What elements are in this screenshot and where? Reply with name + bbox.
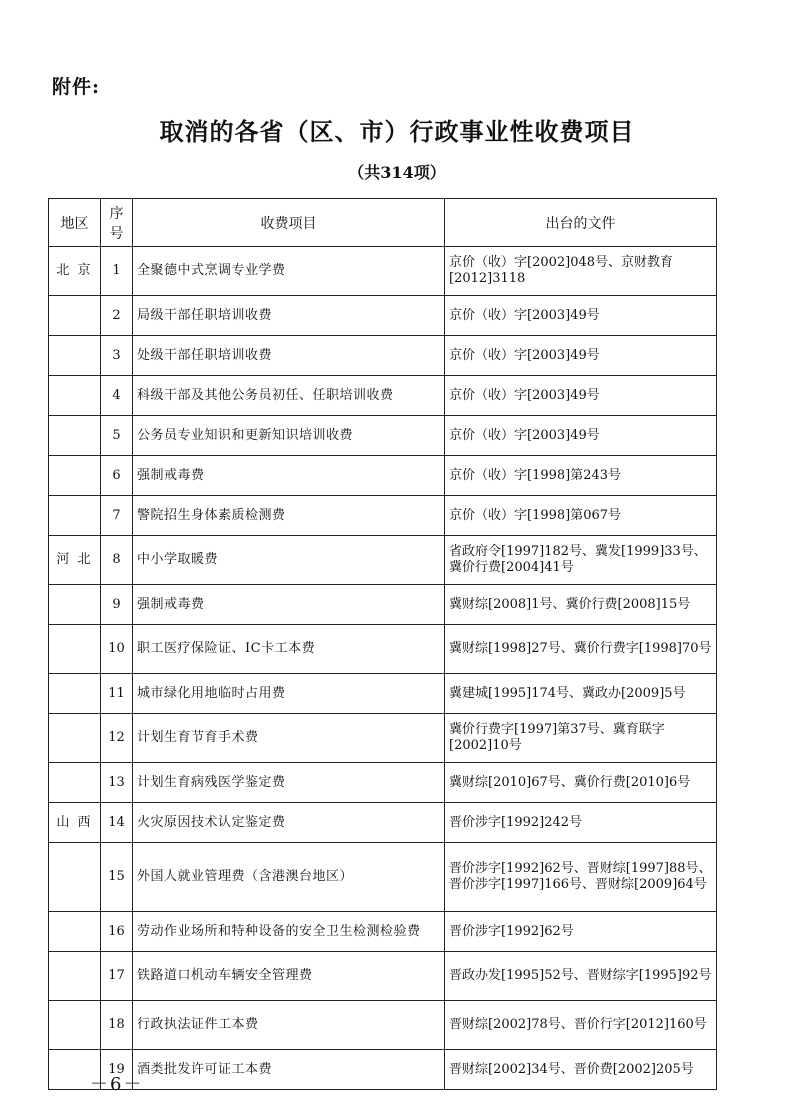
table-row (49, 416, 717, 456)
cell-document: 冀财综[1998]27号、冀价行费字[1998]70号 (445, 625, 717, 674)
cell-region (49, 625, 101, 674)
cell-document: 晋政办发[1995]52号、晋财综字[1995]92号 (445, 952, 717, 1001)
cell-document: 晋价涉字[1992]62号 (445, 912, 717, 952)
cell-region (49, 336, 101, 376)
cell-region (49, 376, 101, 416)
table-row (49, 1001, 717, 1050)
cell-region (49, 674, 101, 714)
table-header-row (49, 199, 717, 247)
cell-index: 5 (101, 416, 133, 456)
cell-region: 河 北 (49, 536, 101, 585)
table-row (49, 843, 717, 912)
cell-fee-item: 外国人就业管理费（含港澳台地区） (133, 843, 445, 912)
table-body (49, 247, 717, 1090)
cell-document: 晋财综[2002]78号、晋价行字[2012]160号 (445, 1001, 717, 1050)
header-region: 地区 (49, 199, 101, 247)
cell-fee-item: 强制戒毒费 (133, 585, 445, 625)
cell-fee-item: 劳动作业场所和特种设备的安全卫生检测检验费 (133, 912, 445, 952)
cell-index: 7 (101, 496, 133, 536)
table-row (49, 376, 717, 416)
cell-fee-item: 局级干部任职培训收费 (133, 296, 445, 336)
cell-index: 16 (101, 912, 133, 952)
cell-region (49, 296, 101, 336)
cell-document: 冀财综[2010]67号、冀价行费[2010]6号 (445, 763, 717, 803)
cell-fee-item: 铁路道口机动车辆安全管理费 (133, 952, 445, 1001)
table-row (49, 625, 717, 674)
cell-document: 冀建城[1995]174号、冀政办[2009]5号 (445, 674, 717, 714)
cell-index: 1 (101, 247, 133, 296)
cell-fee-item: 警院招生身体素质检测费 (133, 496, 445, 536)
table-row (49, 536, 717, 585)
cell-region: 北 京 (49, 247, 101, 296)
cell-document: 京价（收）字[1998]第243号 (445, 456, 717, 496)
cell-region (49, 456, 101, 496)
cell-fee-item: 火灾原因技术认定鉴定费 (133, 803, 445, 843)
cell-index: 17 (101, 952, 133, 1001)
cell-fee-item: 处级干部任职培训收费 (133, 336, 445, 376)
cell-document: 省政府令[1997]182号、冀发[1999]33号、冀价行费[2004]41号 (445, 536, 717, 585)
cell-document: 京价（收）字[2003]49号 (445, 376, 717, 416)
table-row (49, 912, 717, 952)
cell-region (49, 763, 101, 803)
cell-fee-item: 行政执法证件工本费 (133, 1001, 445, 1050)
cell-fee-item: 计划生育节育手术费 (133, 714, 445, 763)
cell-index: 9 (101, 585, 133, 625)
attachment-label: 附件: (52, 76, 101, 98)
cell-region (49, 843, 101, 912)
page-title: 取消的各省（区、市）行政事业性收费项目 (159, 117, 635, 146)
cell-document: 晋财综[2002]34号、晋价费[2002]205号 (445, 1050, 717, 1090)
table-row (49, 1050, 717, 1090)
cell-region: 山 西 (49, 803, 101, 843)
cell-index: 15 (101, 843, 133, 912)
cell-fee-item: 中小学取暖费 (133, 536, 445, 585)
cell-document: 京价（收）字[2003]49号 (445, 296, 717, 336)
table-row (49, 585, 717, 625)
cell-region (49, 952, 101, 1001)
header-document: 出台的文件 (445, 199, 717, 247)
cell-fee-item: 职工医疗保险证、IC卡工本费 (133, 625, 445, 674)
table-row (49, 456, 717, 496)
cell-fee-item: 城市绿化用地临时占用费 (133, 674, 445, 714)
cell-document: 京价（收）字[2003]49号 (445, 416, 717, 456)
cell-index: 13 (101, 763, 133, 803)
cell-fee-item: 全聚德中式烹调专业学费 (133, 247, 445, 296)
page-number: －6－ (90, 1074, 144, 1095)
table-row (49, 674, 717, 714)
cell-document: 京价（收）字[2003]49号 (445, 336, 717, 376)
cell-index: 19 (101, 1050, 133, 1090)
cell-document: 京价（收）字[2002]048号、京财教育[2012]3118 (445, 247, 717, 296)
header-item: 收费项目 (133, 199, 445, 247)
cell-index: 11 (101, 674, 133, 714)
cell-region (49, 714, 101, 763)
cell-fee-item: 计划生育病残医学鉴定费 (133, 763, 445, 803)
fee-table (48, 198, 717, 1090)
cell-index: 3 (101, 336, 133, 376)
page-subtitle: （共314项） (348, 163, 446, 182)
table-row (49, 952, 717, 1001)
table-row (49, 296, 717, 336)
cell-document: 冀价行费字[1997]第37号、冀育联字[2002]10号 (445, 714, 717, 763)
table-row (49, 803, 717, 843)
cell-region (49, 585, 101, 625)
cell-fee-item: 酒类批发许可证工本费 (133, 1050, 445, 1090)
table-row (49, 496, 717, 536)
table-row (49, 336, 717, 376)
cell-index: 14 (101, 803, 133, 843)
cell-index: 4 (101, 376, 133, 416)
cell-document: 晋价涉字[1992]242号 (445, 803, 717, 843)
cell-index: 6 (101, 456, 133, 496)
header-index: 序号 (101, 199, 133, 247)
cell-region (49, 912, 101, 952)
cell-document: 晋价涉字[1992]62号、晋财综[1997]88号、晋价涉字[1997]166号、晋财综[2009]64号 (445, 843, 717, 912)
cell-region (49, 416, 101, 456)
cell-fee-item: 公务员专业知识和更新知识培训收费 (133, 416, 445, 456)
cell-index: 18 (101, 1001, 133, 1050)
cell-fee-item: 科级干部及其他公务员初任、任职培训收费 (133, 376, 445, 416)
cell-region (49, 1001, 101, 1050)
cell-fee-item: 强制戒毒费 (133, 456, 445, 496)
table-row (49, 714, 717, 763)
cell-index: 8 (101, 536, 133, 585)
table-row (49, 247, 717, 296)
cell-index: 10 (101, 625, 133, 674)
cell-index: 12 (101, 714, 133, 763)
cell-document: 冀财综[2008]1号、冀价行费[2008]15号 (445, 585, 717, 625)
cell-index: 2 (101, 296, 133, 336)
table-row (49, 763, 717, 803)
cell-document: 京价（收）字[1998]第067号 (445, 496, 717, 536)
cell-region (49, 496, 101, 536)
